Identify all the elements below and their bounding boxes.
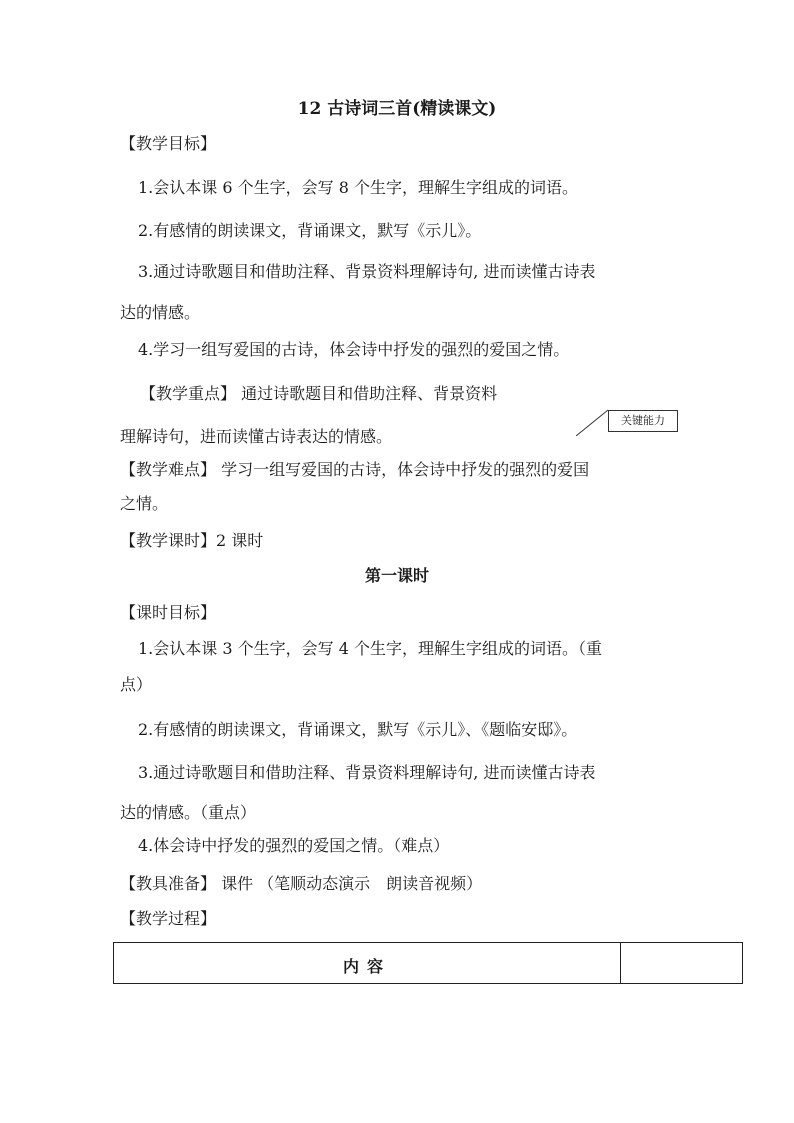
key-ability-callout: 关键能力 xyxy=(608,410,678,432)
key-points-line-1: 【教学重点】 通过诗歌题目和借助注释、背景资料 xyxy=(140,384,498,403)
lesson-goals-heading: 【课时目标】 xyxy=(120,603,217,622)
lesson-goal-item-3: 3.通过诗歌题目和借助注释、背景资料理解诗句, 进而读懂古诗表 xyxy=(138,763,596,782)
goal-item-3: 3.通过诗歌题目和借助注释、背景资料理解诗句, 进而读懂古诗表 xyxy=(138,262,596,281)
teaching-goals-heading: 【教学目标】 xyxy=(120,134,217,153)
class-hours: 【教学课时】2 课时 xyxy=(120,531,264,550)
lesson-goal-item-1-cont: 点） xyxy=(120,675,153,694)
lesson-goal-item-3-cont: 达的情感。（重点） xyxy=(120,803,257,822)
lesson-goal-item-4: 4.体会诗中抒发的强烈的爱国之情。（难点） xyxy=(138,836,450,855)
key-points-line-2: 理解诗句，进而读懂古诗表达的情感。 xyxy=(120,427,393,446)
goal-item-1: 1.会认本课 6 个生字，会写 8 个生字，理解生字组成的词语。 xyxy=(138,178,578,197)
document-title: 12 古诗词三首(精读课文) xyxy=(297,99,497,119)
process-table xyxy=(113,942,743,984)
difficulties-line-1: 【教学难点】 学习一组写爱国的古诗，体会诗中抒发的强烈的爱国 xyxy=(120,460,590,479)
goal-item-2: 2.有感情的朗读课文，背诵课文，默写《示儿》。 xyxy=(138,221,482,240)
lesson-title: 第一课时 xyxy=(364,566,429,585)
difficulties-line-2: 之情。 xyxy=(120,494,169,513)
lesson-goal-item-1: 1.会认本课 3 个生字，会写 4 个生字，理解生字组成的词语。（重 xyxy=(138,639,602,658)
process-heading: 【教学过程】 xyxy=(120,909,217,928)
materials: 【教具准备】 课件 （笔顺动态演示 朗读音视频） xyxy=(120,874,483,893)
goal-item-4: 4.学习一组写爱国的古诗，体会诗中抒发的强烈的爱国之情。 xyxy=(138,340,570,359)
goal-item-3-cont: 达的情感。 xyxy=(120,303,201,322)
table-column-divider xyxy=(620,943,621,983)
table-header-content: 内容 xyxy=(342,957,391,976)
lesson-goal-item-2: 2.有感情的朗读课文，背诵课文，默写《示儿》、《题临安邸》。 xyxy=(138,720,578,739)
